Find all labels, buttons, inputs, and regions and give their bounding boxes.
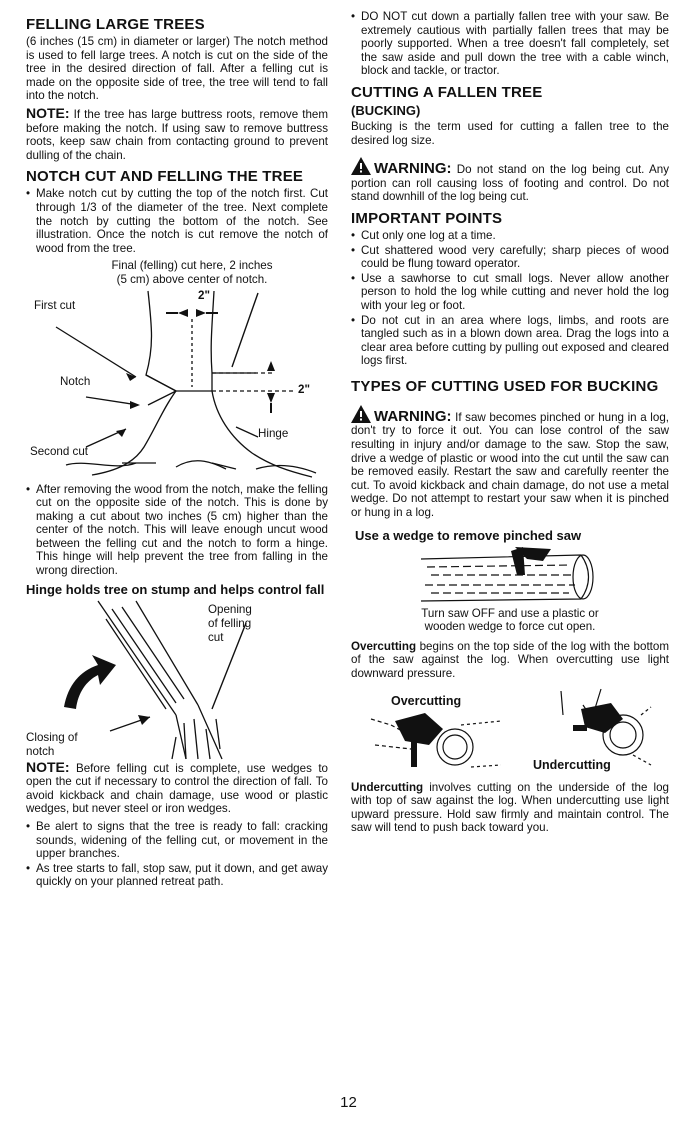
second-cut-label: Second cut: [30, 444, 89, 458]
overcutting-term: Overcutting: [351, 639, 417, 653]
undercutting-figure-label: Undercutting: [533, 757, 611, 772]
bucking-subheading: (BUCKING): [351, 102, 421, 118]
list-item: • Cut shattered wood very carefully; sharp pieces of wood could be flung toward operator.: [351, 244, 669, 271]
list-item: • As tree starts to fall, stop saw, put it down, and get away quickly on your planned retreat path.: [26, 862, 328, 889]
hinge-label: Hinge: [258, 426, 289, 440]
note-text: If the tree has large buttress roots, remove them before making the notch. If using saw to remove buttress roots, keep saw chain from contacting ground to prevent dulling of the chain.: [26, 107, 328, 162]
list-item: • After removing the wood from the notch, make the felling cut on the opposite side of the notch. This is done by making a cut about two inches (5 cm) higher than the center of the notch. This will leave enough uncut wood between the felling cut and the notch to form a hinge. This hinge will help prevent the tree from falling in the wrong direction.: [26, 483, 328, 578]
undercutting-term: Undercutting: [351, 780, 424, 794]
types-of-cutting-heading: TYPES OF CUTTING USED FOR BUCKING: [351, 377, 659, 395]
list-item: • Do not cut in an area where logs, limbs, and roots are tangled such as in a blown down area. Drag the logs into a clear area before cutting by pulling out exposed and cleared logs first.: [351, 314, 669, 368]
notch-cut-heading: NOTCH CUT AND FELLING THE TREE: [26, 168, 304, 186]
wedges-note: [26, 758, 328, 816]
warning-label: WARNING:: [374, 407, 452, 425]
over-under-cutting-illustration: [351, 685, 669, 781]
note-label: NOTE:: [26, 104, 70, 121]
list-item: • Make notch cut by cutting the top of the notch first. Cut through 1/3 of the diameter of the tree. Next complete the notch by cutting the bottom of the notch. See illustration. Once the notch is cut remove the notch of wood from the tree.: [26, 187, 328, 255]
dimension-label-top: 2": [198, 288, 210, 302]
note-text: Before felling cut is complete, use wedges to open the cut if necessary to control the direction of fall. To avoid kickback and chain damage, use wood or plastic wedges, but never steel or iron wedges.: [26, 761, 328, 816]
bucking-text: Bucking is the term used for cutting a fallen tree to the desired log size.: [351, 119, 669, 147]
important-points-list: [351, 229, 669, 368]
notch-illustration: [26, 287, 328, 483]
final-cut-caption-line: Final (felling) cut here, 2 inches: [111, 259, 273, 273]
hinge-illustration: [26, 599, 328, 761]
dimension-label-right: 2": [298, 382, 310, 396]
right-column: [351, 10, 669, 839]
cutting-fallen-tree-heading: CUTTING A FALLEN TREE: [351, 83, 543, 101]
opening-label-line: cut: [208, 630, 224, 644]
warning-icon: [351, 157, 371, 175]
buttress-note: [26, 104, 328, 162]
final-cut-caption-line: (5 cm) above center of notch.: [116, 272, 268, 286]
pinched-saw-warning: [351, 405, 669, 520]
list-item: • Cut only one log at a time.: [351, 229, 669, 243]
wedge-heading: Use a wedge to remove pinched saw: [355, 527, 582, 543]
overcutting-figure-label: Overcutting: [391, 693, 462, 708]
warning-label: WARNING:: [374, 160, 452, 178]
notch-label: Notch: [60, 374, 91, 388]
log-warning: [351, 157, 669, 204]
log-wedge-drawing: [351, 545, 669, 607]
opening-label-line: of felling: [208, 616, 252, 630]
important-points-heading: IMPORTANT POINTS: [351, 209, 503, 227]
opening-label-line: Opening: [208, 602, 252, 616]
list-item: • DO NOT cut down a partially fallen tree with your saw. Be extremely cautious with partially fallen trees that may be poorly supported. When a tree doesn't fall completely, set the saw aside and pull down the tree with a cable winch, block and tackle, or tractor.: [351, 10, 669, 78]
wedge-caption-line: wooden wedge to force cut open.: [424, 620, 596, 634]
overcutting-text: [351, 640, 669, 681]
closing-label-line: Closing of: [26, 730, 78, 744]
closing-label-line: notch: [26, 744, 55, 758]
felling-large-trees-heading: FELLING LARGE TREES: [26, 16, 205, 33]
wedge-caption: [351, 607, 669, 634]
undercutting-description: involves cutting on the underside of the log with top of saw against the log. When undercutting use light upward pressure. Hold saw firmly and maintain control. The saw will tend to push back toward you.: [351, 780, 669, 835]
warning-text: Do not stand on the log being cut. Any portion can roll causing loss of footing and control. Do not stand downhill of the log being cut.: [351, 163, 669, 204]
after-notch-list: [26, 483, 328, 578]
felling-large-trees-text: (6 inches (15 cm) in diameter or larger) The notch method is used to fell large trees. A notch is cut on the side of the tree in the desired direction of fall. After a felling cut is made on the opposite side of tree, the tree will tend to fall into the notch.: [26, 35, 328, 103]
wedge-illustration: [351, 545, 669, 607]
first-cut-label: First cut: [34, 298, 76, 312]
fall-signs-list: [26, 820, 328, 889]
notch-list: [26, 187, 328, 255]
undercutting-text: [351, 781, 669, 835]
note-label: NOTE:: [26, 758, 70, 775]
list-item: • Use a sawhorse to cut small logs. Never allow another person to hold the log while cutting and never hold the log with your leg or foot.: [351, 272, 669, 313]
page-number: 12: [340, 1094, 357, 1111]
hinge-heading: Hinge holds tree on stump and helps control fall: [26, 581, 325, 597]
wedge-caption-line: Turn saw OFF and use a plastic or: [421, 606, 599, 620]
warning-text: If saw becomes pinched or hung in a log, don't try to force it out. You can lose control of the saw resulting in injury and/or damage to the saw. Stop the saw, drive a wedge of plastic or wood into the cut until the saw can be removed easily. Restart the saw and carefully reenter the cut. To avoid kickback and chain damage, do not use a metal wedge. Do not attempt to restart your saw when it is pinched or hung in a log.: [351, 410, 669, 520]
overcutting-description: begins on the top side of the log with the bottom of the saw against the log. When overcutting use light downward pressure.: [351, 639, 669, 680]
list-item: • Be alert to signs that the tree is ready to fall: cracking sounds, widening of the felling cut, or movement in the upper branches.: [26, 820, 328, 861]
left-column: [26, 10, 328, 893]
warning-icon: [351, 405, 371, 423]
partially-fallen-list: [351, 10, 669, 78]
final-cut-caption: [56, 259, 328, 286]
